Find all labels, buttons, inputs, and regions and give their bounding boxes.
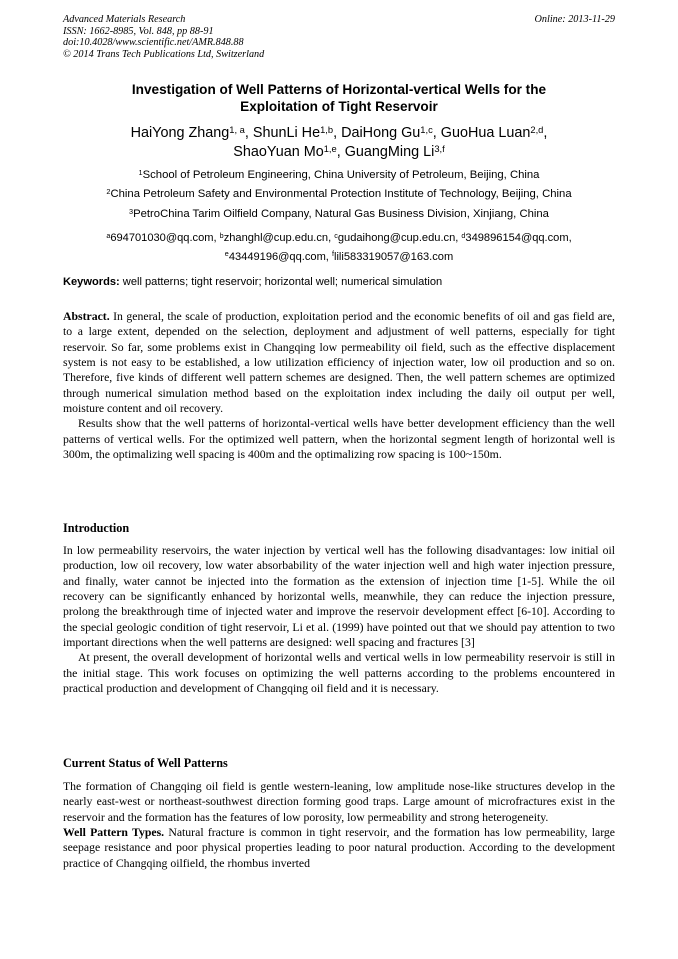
author-affil-mark: 1, a (229, 124, 245, 135)
author-affil-mark: 2,d (530, 124, 544, 135)
journal-copyright: © 2014 Trans Tech Publications Ltd, Switzerland (63, 48, 265, 60)
author-list (63, 124, 615, 162)
journal-issn: ISSN: 1662-8985, Vol. 848, pp 88-91 (63, 25, 214, 37)
affiliation-list (63, 166, 615, 224)
email-mark: e (224, 249, 229, 259)
email-mark: c (334, 230, 338, 240)
journal-doi: doi:10.4028/www.scientific.net/AMR.848.88 (63, 37, 244, 49)
introduction-paragraph-1: In low permeability reservoirs, the water injection by vertical well has the following disadvantages: low initial oil production, low oil recovery, low water absorbability of the water injection well and high water injection pressure, and finally, water cannot be injected into the formation as the extension of injection time [1-5]. While the oil recovery can be significantly enhanced by horizontal wells, meanwhile, they can reduce the injection pressure, prolong the breakthrough time of injected water and improve the reservoir development effect [6-10]. According to the special geologic condition of tight reservoir, Li et al. (1999) have pointed out that we should pay attention to two important directions when the well patterns are designed: well spacing and fractures [3] (63, 544, 615, 650)
email-mark: a (106, 230, 111, 240)
author-separator: , (333, 125, 342, 141)
paper-title (63, 81, 615, 115)
affiliation (63, 205, 615, 224)
affiliation-number: 2 (106, 187, 111, 197)
well-pattern-types-label: Well Pattern Types. (63, 826, 165, 840)
affiliation-text: China Petroleum Safety and Environmental Protection Institute of Technology, Beijing, China (110, 188, 572, 201)
author-line-2 (63, 143, 615, 162)
introduction-paragraph-2: At present, the overall development of horizontal wells and vertical wells in low permeability reservoir is still in the initial stage. This work focuses on optimizing the well patterns according to the problems encountered in practical production and development of Changqing oil field and it is necessary. (63, 651, 615, 696)
well-pattern-types-text: Natural fracture is common in tight reservoir, and the formation has low permeability, large seepage resistance and poor physical properties leading to poor natural production. According to the development practice of Changqing oilfield, the rhombus inverted (63, 826, 616, 870)
email-address: 694701030@qq.com, (110, 232, 220, 244)
affiliation-text: PetroChina Tarim Oilfield Company, Natural Gas Business Division, Xinjiang, China (133, 207, 549, 220)
current-status-paragraph-2 (63, 825, 615, 871)
email-line-1 (63, 229, 615, 248)
online-date: Online: 2013-11-29 (534, 14, 615, 25)
author-separator: , (432, 125, 441, 141)
email-mark: b (219, 230, 224, 240)
title-line-2: Exploitation of Tight Reservoir (240, 99, 438, 114)
email-address: gudaihong@cup.edu.cn, (337, 232, 462, 244)
email-address: 43449196@qq.com, (228, 250, 332, 263)
affiliation-text: School of Petroleum Engineering, China University of Petroleum, Beijing, China (142, 169, 540, 181)
email-mark: d (461, 230, 466, 240)
title-line-1: Investigation of Well Patterns of Horizontal-vertical Wells for the (131, 82, 547, 97)
abstract-paragraph-2: Results show that the well patterns of horizontal-vertical wells have better development efficiency than the well patterns of vertical wells. For the optimized well pattern, when the horizontal segment length of horizontal well is 300m, the optimalizing well spacing is 400m and the optimalizing row spacing is 100~150m. (63, 417, 615, 462)
keywords (63, 275, 615, 289)
affiliation (63, 185, 615, 204)
author-separator: , (336, 144, 345, 160)
email-line-2 (63, 248, 615, 267)
author-name: DaiHong Gu (341, 125, 421, 141)
abstract-text: In general, the scale of production, exploitation period and the economic benefits of oil and gas field are, to a large extent, depended on the selection, deployment and adjustment of well patterns, especially for tight reservoir. So far, some problems exist in Changqing low permeability oil field, such as the effective displacement system is not easy to be established, a low utilization efficiency of injection water, low oil production and so on. Therefore, five kinds of different well pattern schemes are designed. Then, the well pattern schemes are optimized through numerical simulation method based on the exploitation index including the daily oil output per well, moisture content and oil recovery. (63, 310, 615, 416)
email-address: lili583319057@163.com (334, 250, 454, 263)
affiliation (63, 166, 615, 185)
section-heading-current-status: Current Status of Well Patterns (63, 756, 228, 770)
abstract-label: Abstract. (63, 310, 110, 323)
author-line-1 (63, 124, 615, 143)
affiliation-number: 3 (129, 206, 134, 216)
abstract (63, 309, 615, 462)
journal-name: Advanced Materials Research (63, 14, 186, 25)
author-separator: , (244, 125, 253, 141)
introduction-body (63, 543, 615, 696)
keywords-text: well patterns; tight reservoir; horizontal well; numerical simulation (119, 276, 443, 288)
author-affil-mark: 3,f (434, 143, 445, 154)
author-name: ShunLi He (252, 125, 321, 141)
current-status-paragraph-1: The formation of Changqing oil field is gentle western-leaning, low amplitude nose-like structures develop in the nearly east-west or northeast-southwest direction forming good traps. Large amount of microfractures exist in the reservoir and the formation has the features of low porosity, low permeability and strong heterogeneity. (63, 780, 615, 824)
keywords-label: Keywords: (63, 276, 120, 288)
journal-header (63, 14, 615, 60)
author-affil-mark: 1,e (323, 143, 337, 154)
author-name: ShaoYuan Mo (233, 144, 324, 160)
email-address: 349896154@qq.com, (465, 232, 572, 244)
current-status-body (63, 779, 615, 871)
section-heading-introduction: Introduction (63, 521, 130, 535)
affiliation-number: 1 (138, 167, 143, 177)
author-name: HaiYong Zhang (130, 125, 230, 141)
author-separator: , (543, 125, 548, 141)
abstract-paragraph-1 (63, 309, 615, 416)
author-name: GuangMing Li (344, 144, 435, 160)
email-mark: f (331, 249, 334, 259)
author-name: GuoHua Luan (440, 125, 531, 141)
author-affil-mark: 1,c (420, 124, 433, 135)
email-address: zhanghl@cup.edu.cn, (223, 232, 335, 244)
email-list (63, 229, 615, 266)
author-affil-mark: 1,b (320, 124, 334, 135)
